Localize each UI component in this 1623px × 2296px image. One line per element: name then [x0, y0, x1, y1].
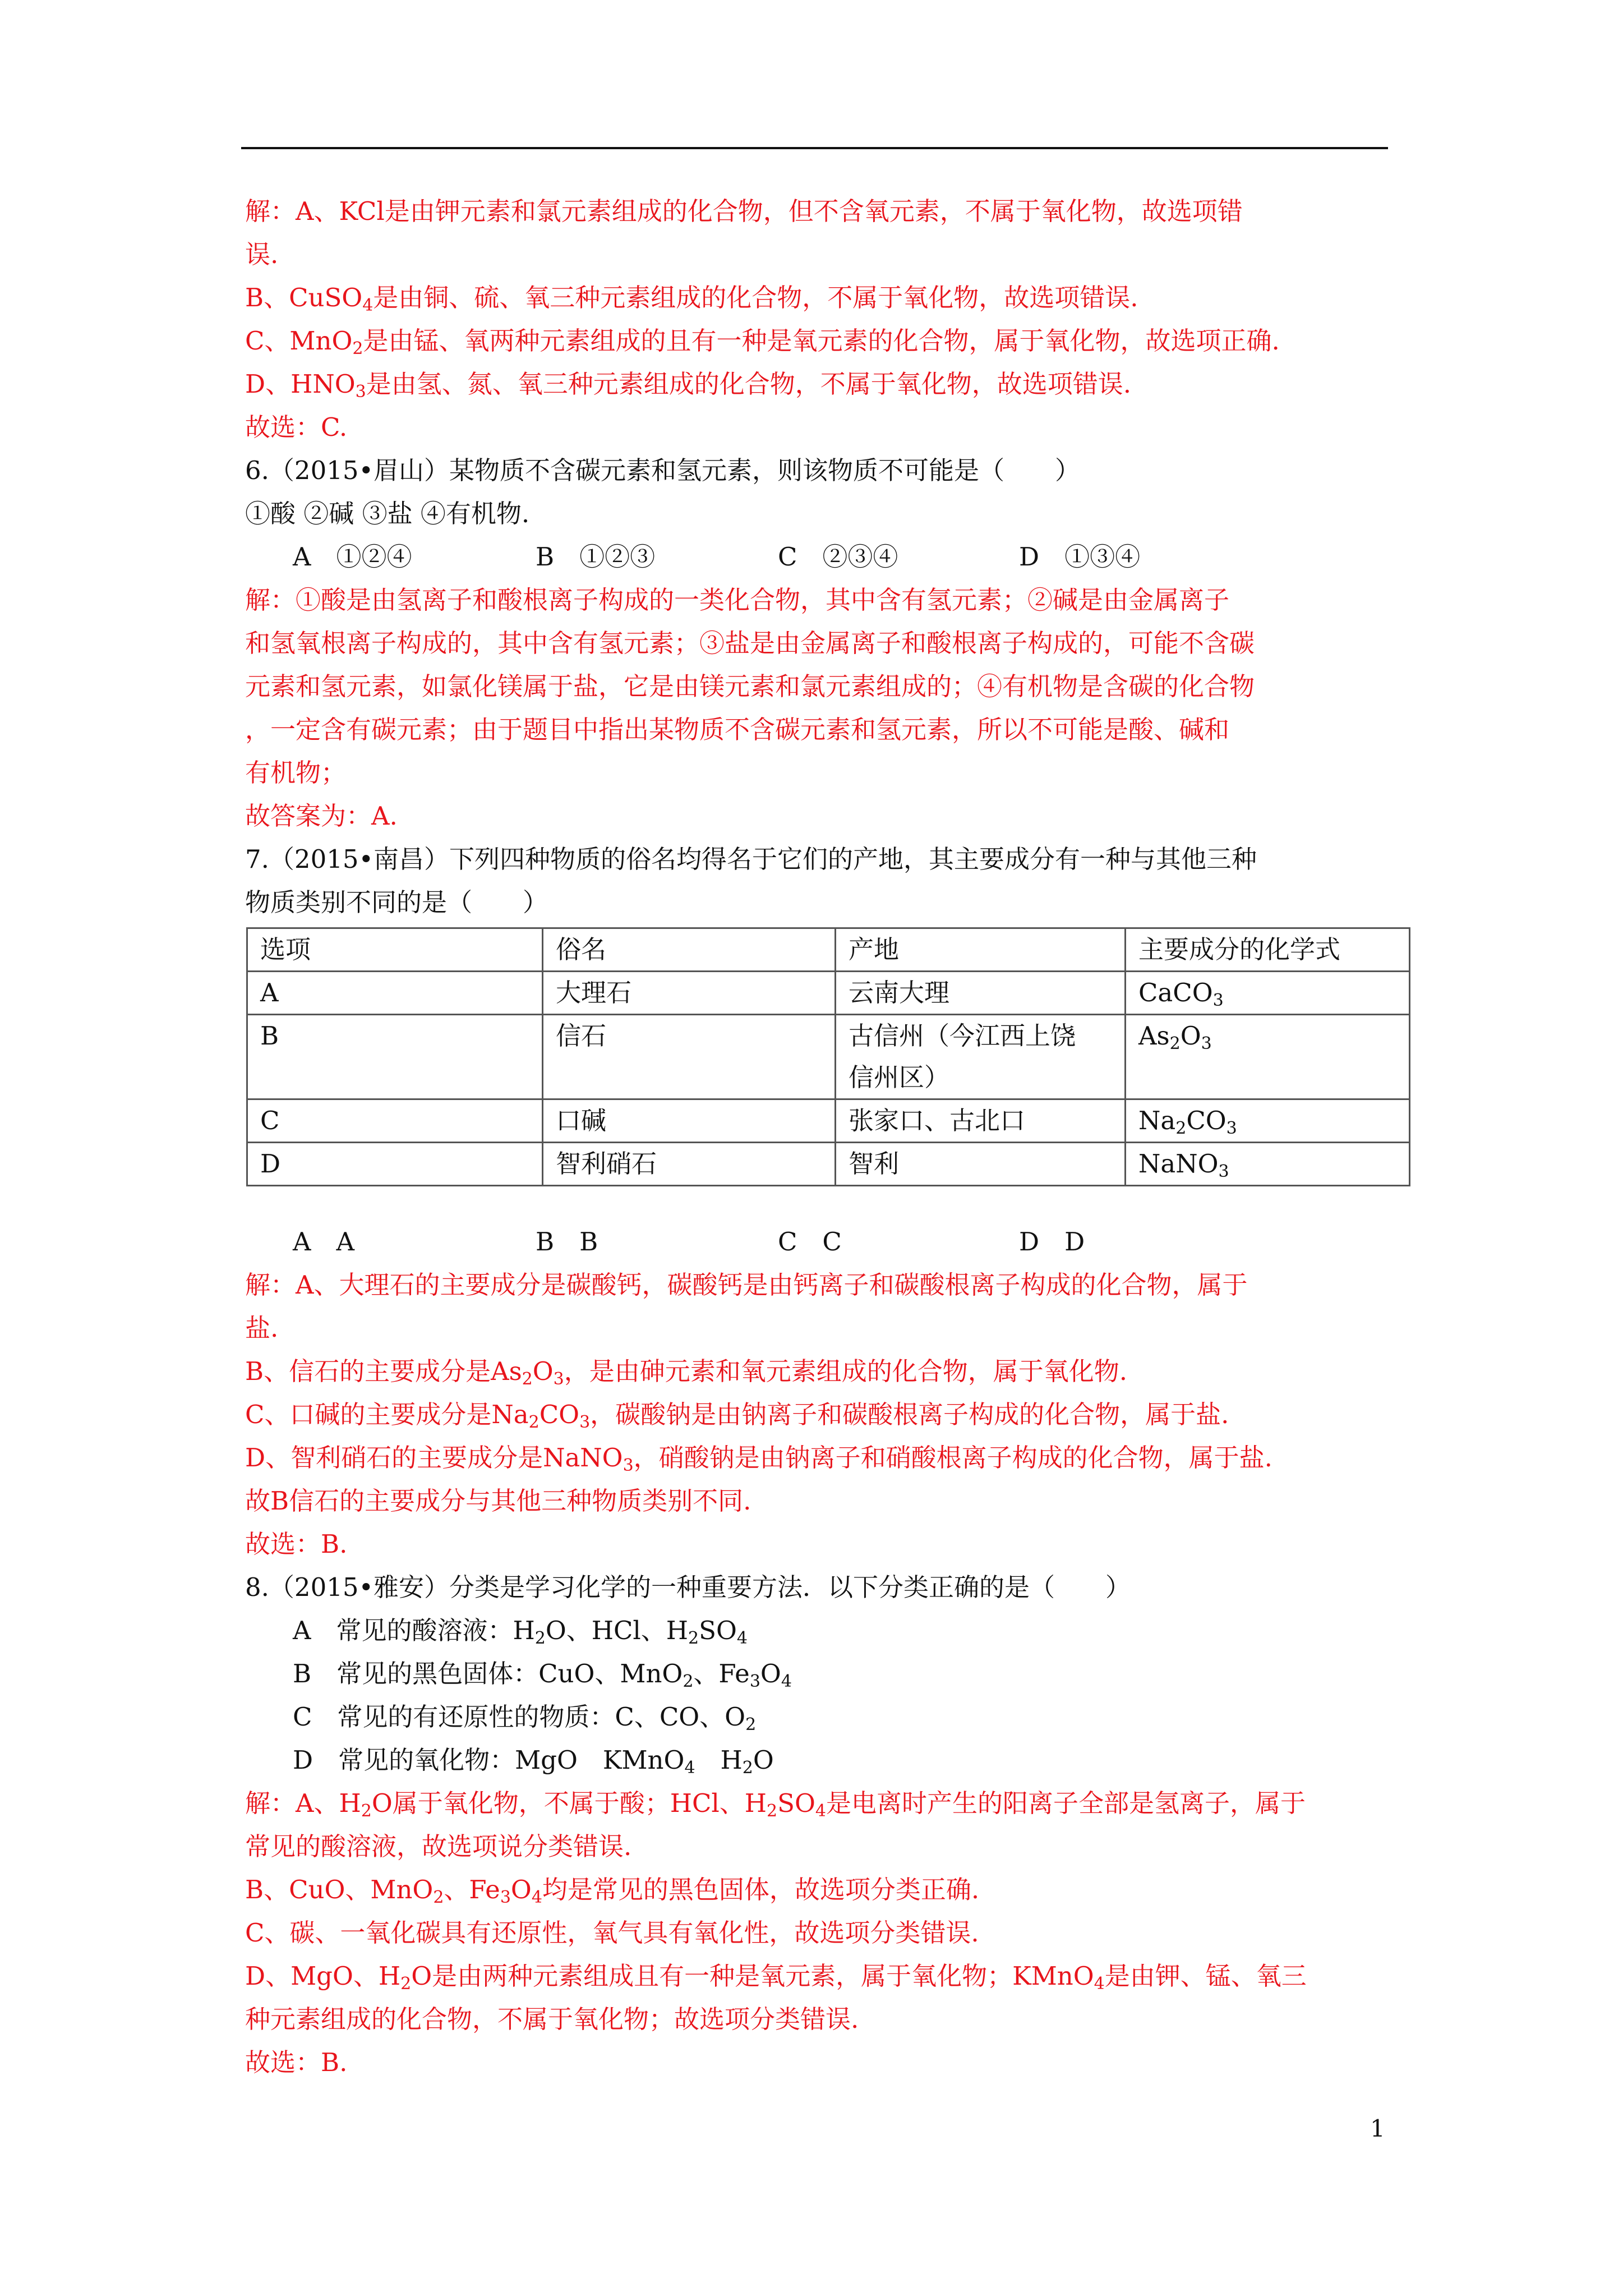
q8-option-b: B 常见的黑色固体：CuO、MnO$_2$、$Fe_3O_4$ [293, 1659, 792, 1691]
q6-option-b: B ①②③ [536, 542, 656, 572]
q7-answer-c: C、口碱的主要成分是$Na_2CO_3$，碳酸钠是由钠离子和碳酸根离子构成的化合物，属于盐. [245, 1400, 1229, 1432]
table-cell: A [247, 972, 543, 1015]
table-cell: 古信州（今江西上饶 信州区） [836, 1015, 1126, 1099]
q5-answer-line: 误. [245, 240, 279, 269]
q7-option-a: A A [293, 1227, 354, 1257]
q6-items: ①酸 ②碱 ③盐 ④有机物. [245, 499, 530, 528]
q6-final-answer: 故答案为：A. [245, 801, 398, 831]
q5-answer-b: B、CuSO$_4$是由铜、硫、氧三种元素组成的化合物，不属于氧化物，故选项错误. [245, 283, 1138, 315]
table-cell: 张家口、古北口 [836, 1099, 1126, 1143]
page-content [245, 190, 1434, 2084]
q7-table [246, 927, 1410, 1186]
table-cell: 云南大理 [836, 972, 1126, 1015]
q6-option-d: D ①③④ [1019, 542, 1141, 572]
q6-answer-line: 元素和氢元素，如氯化镁属于盐，它是由镁元素和氯元素组成的；④有机物是含碳的化合物 [245, 671, 1255, 701]
q6-stem: 6.（2015•眉山）某物质不含碳元素和氢元素，则该物质不可能是（ ） [245, 455, 1081, 485]
q8-final-answer: 故选：B. [245, 2047, 348, 2077]
q8-answer-line: 常见的酸溶液，故选项说分类错误. [245, 1832, 632, 1861]
q8-option-d: D 常见的氧化物：MgO KMnO$_4$ $H_2O$ [293, 1745, 774, 1778]
table-cell: $Na_2CO_3$ [1126, 1099, 1410, 1143]
q6-option-a: A ①②④ [293, 542, 412, 572]
q6-options [245, 535, 1434, 578]
q6-answer-line: 解：①酸是由氢离子和酸根离子构成的一类化合物，其中含有氢元素；②碱是由金属离子 [245, 585, 1230, 615]
q6-answer-line: ，一定含有碳元素；由于题目中指出某物质不含碳元素和氢元素，所以不可能是酸、碱和 [245, 715, 1230, 744]
q5-answer-d: D、$HNO_3$是由氢、氮、氧三种元素组成的化合物，不属于氧化物，故选项错误. [245, 369, 1131, 402]
table-cell: B [247, 1015, 543, 1099]
q7-stem: 物质类别不同的是（ ） [245, 887, 548, 917]
table-row [247, 972, 1410, 1015]
q8-answer-a: 解：A、$H_2O$属于氧化物，不属于酸；HCl、$H_2SO_4$是电离时产生的阳离子全部是氢离子，属于 [245, 1788, 1306, 1821]
q8-answer-b: B、CuO、MnO$_2$、$Fe_3O_4$均是常见的黑色固体，故选项分类正确. [245, 1875, 980, 1907]
table-cell: D [247, 1143, 543, 1186]
table-header-cell: 俗名 [543, 928, 836, 972]
table-cell: 智利硝石 [543, 1143, 836, 1186]
q8-answer-d: D、MgO、$H_2O$是由两种元素组成且有一种是氧元素，属于氧化物；KMnO$_4$是由钾、锰、氧三 [245, 1961, 1307, 1994]
q7-conclusion: 故B信石的主要成分与其他三种物质类别不同. [245, 1486, 751, 1516]
table-row [247, 1143, 1410, 1186]
q6-option-c: C ②③④ [778, 542, 898, 572]
q7-answer-b: B、信石的主要成分是$As_2O_3$，是由砷元素和氧元素组成的化合物，属于氧化物. [245, 1356, 1128, 1389]
q7-options [245, 1220, 1434, 1263]
table-cell: 口碱 [543, 1099, 836, 1143]
table-cell: NaNO$_3$ [1126, 1143, 1410, 1186]
q6-answer-line: 有机物； [245, 758, 347, 788]
table-cell: 信石 [543, 1015, 836, 1099]
q5-answer-line: 解：A、KCl是由钾元素和氯元素组成的化合物，但不含氧元素，不属于氧化物，故选项错 [245, 196, 1243, 226]
q8-answer-c: C、碳、一氧化碳具有还原性，氧气具有氧化性，故选项分类错误. [245, 1918, 979, 1948]
q8-option-c: C 常见的有还原性的物质：C、CO、$O_2$ [293, 1702, 757, 1734]
table-cell: 智利 [836, 1143, 1126, 1186]
q7-stem: 7.（2015•南昌）下列四种物质的俗名均得名于它们的产地，其主要成分有一种与其他三种 [245, 844, 1257, 874]
page-number: 1 [1370, 2115, 1385, 2142]
q7-option-b: B B [536, 1227, 598, 1257]
table-cell: 大理石 [543, 972, 836, 1015]
q8-option-a: A 常见的酸溶液：$H_2O$、HCl、$H_2SO_4$ [293, 1616, 748, 1648]
q5-final-answer: 故选：C. [245, 412, 348, 442]
table-cell: $As_2O_3$ [1126, 1015, 1410, 1099]
q7-answer-line: 解：A、大理石的主要成分是碳酸钙，碳酸钙是由钙离子和碳酸根离子构成的化合物，属于 [245, 1270, 1248, 1300]
q7-answer-d: D、智利硝石的主要成分是NaNO$_3$，硝酸钠是由钠离子和硝酸根离子构成的化合物，属于盐. [245, 1443, 1272, 1475]
table-row [247, 1015, 1410, 1099]
table-cell: C [247, 1099, 543, 1143]
q7-option-c: C C [778, 1227, 842, 1257]
table-header-cell: 主要成分的化学式 [1126, 928, 1410, 972]
table-row [247, 1099, 1410, 1143]
header-rule [241, 147, 1388, 149]
q7-final-answer: 故选：B. [245, 1529, 348, 1559]
q5-answer-c: C、MnO$_2$是由锰、氧两种元素组成的且有一种是氧元素的化合物，属于氧化物，故选项正确. [245, 326, 1280, 358]
table-header-row [247, 928, 1410, 972]
q7-answer-line: 盐. [245, 1313, 279, 1343]
q6-answer-line: 和氢氧根离子构成的，其中含有氢元素；③盐是由金属离子和酸根离子构成的，可能不含碳 [245, 628, 1255, 658]
table-cell: CaCO$_3$ [1126, 972, 1410, 1015]
q7-option-d: D D [1019, 1227, 1085, 1257]
q8-stem: 8.（2015•雅安）分类是学习化学的一种重要方法．以下分类正确的是（ ） [245, 1572, 1131, 1602]
table-header-cell: 产地 [836, 928, 1126, 972]
q8-answer-line: 种元素组成的化合物，不属于氧化物；故选项分类错误. [245, 2004, 859, 2034]
table-header-cell: 选项 [247, 928, 543, 972]
